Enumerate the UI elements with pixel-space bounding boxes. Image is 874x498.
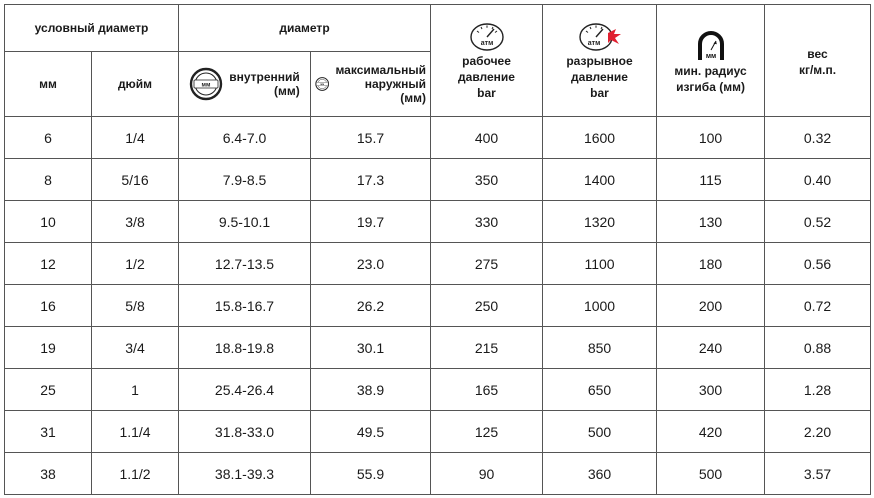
weight-label-2: кг/м.п. [798, 62, 837, 77]
cell-nominal-inch: 1 [92, 369, 179, 411]
working-label-1: рабочее [462, 53, 511, 68]
cell-working-pressure: 250 [431, 285, 543, 327]
table-row [5, 411, 871, 453]
cell-bend-radius: 115 [657, 159, 765, 201]
table-row [5, 117, 871, 159]
burst-gauge-icon [578, 22, 622, 52]
cell-inner-diameter: 15.8-16.7 [179, 285, 311, 327]
cell-working-pressure: 125 [431, 411, 543, 453]
cell-inner-diameter: 18.8-19.8 [179, 327, 311, 369]
cell-nominal-mm: 19 [5, 327, 92, 369]
cell-burst-pressure: 650 [543, 369, 657, 411]
inner-diameter-icon [189, 67, 223, 101]
cell-burst-pressure: 360 [543, 453, 657, 495]
burst-label-3: bar [590, 85, 609, 100]
burst-label-1: разрывное [566, 53, 633, 68]
cell-nominal-inch: 1/2 [92, 243, 179, 285]
cell-bend-radius: 100 [657, 117, 765, 159]
cell-outer-diameter: 15.7 [311, 117, 431, 159]
cell-nominal-inch: 1.1/2 [92, 453, 179, 495]
cell-weight: 0.72 [765, 285, 871, 327]
table-row [5, 369, 871, 411]
header-inch: дюйм [92, 52, 179, 117]
radius-label-1: мин. радиус [674, 63, 747, 78]
header-inner-diameter [179, 52, 311, 117]
cell-nominal-mm: 25 [5, 369, 92, 411]
header-outer-diameter [311, 52, 431, 117]
inner-label-1: внутренний [229, 70, 300, 84]
header-mm: мм [5, 52, 92, 117]
cell-weight: 0.88 [765, 327, 871, 369]
cell-outer-diameter: 38.9 [311, 369, 431, 411]
table-row [5, 453, 871, 495]
cell-outer-diameter: 17.3 [311, 159, 431, 201]
cell-nominal-mm: 38 [5, 453, 92, 495]
working-label-3: bar [477, 85, 496, 100]
cell-nominal-inch: 5/16 [92, 159, 179, 201]
cell-weight: 0.56 [765, 243, 871, 285]
cell-working-pressure: 330 [431, 201, 543, 243]
cell-working-pressure: 400 [431, 117, 543, 159]
cell-outer-diameter: 30.1 [311, 327, 431, 369]
cell-burst-pressure: 1320 [543, 201, 657, 243]
table-row [5, 201, 871, 243]
cell-bend-radius: 500 [657, 453, 765, 495]
cell-inner-diameter: 25.4-26.4 [179, 369, 311, 411]
cell-burst-pressure: 1100 [543, 243, 657, 285]
cell-nominal-inch: 1/4 [92, 117, 179, 159]
cell-inner-diameter: 7.9-8.5 [179, 159, 311, 201]
cell-working-pressure: 165 [431, 369, 543, 411]
header-nominal-diameter: условный диаметр [5, 5, 179, 52]
cell-weight: 3.57 [765, 453, 871, 495]
cell-weight: 1.28 [765, 369, 871, 411]
outer-label-2: наружный [364, 77, 427, 91]
cell-nominal-inch: 3/4 [92, 327, 179, 369]
cell-working-pressure: 215 [431, 327, 543, 369]
cell-bend-radius: 300 [657, 369, 765, 411]
table-body [5, 117, 871, 495]
cell-bend-radius: 180 [657, 243, 765, 285]
burst-label-2: давление [571, 69, 628, 84]
header-bend-radius [657, 5, 765, 117]
inner-label-2: (мм) [274, 84, 300, 98]
cell-nominal-mm: 12 [5, 243, 92, 285]
cell-bend-radius: 130 [657, 201, 765, 243]
cell-outer-diameter: 49.5 [311, 411, 431, 453]
cell-nominal-mm: 10 [5, 201, 92, 243]
svg-text:атм: атм [480, 39, 493, 47]
cell-outer-diameter: 26.2 [311, 285, 431, 327]
cell-outer-diameter: 23.0 [311, 243, 431, 285]
table-row [5, 285, 871, 327]
svg-text:мм: мм [705, 52, 716, 60]
cell-burst-pressure: 500 [543, 411, 657, 453]
cell-bend-radius: 240 [657, 327, 765, 369]
svg-text:мм: мм [201, 82, 211, 89]
cell-nominal-mm: 6 [5, 117, 92, 159]
cell-weight: 0.52 [765, 201, 871, 243]
working-label-2: давление [458, 69, 515, 84]
cell-weight: 0.40 [765, 159, 871, 201]
cell-working-pressure: 350 [431, 159, 543, 201]
cell-inner-diameter: 6.4-7.0 [179, 117, 311, 159]
weight-label-1: вес [807, 46, 828, 61]
svg-text:мм: мм [320, 83, 325, 87]
cell-nominal-inch: 1.1/4 [92, 411, 179, 453]
cell-burst-pressure: 1000 [543, 285, 657, 327]
cell-inner-diameter: 9.5-10.1 [179, 201, 311, 243]
cell-burst-pressure: 1600 [543, 117, 657, 159]
cell-inner-diameter: 12.7-13.5 [179, 243, 311, 285]
cell-inner-diameter: 38.1-39.3 [179, 453, 311, 495]
cell-nominal-mm: 16 [5, 285, 92, 327]
cell-weight: 2.20 [765, 411, 871, 453]
cell-nominal-inch: 3/8 [92, 201, 179, 243]
cell-nominal-mm: 31 [5, 411, 92, 453]
table-row [5, 327, 871, 369]
radius-label-2: изгиба (мм) [676, 79, 745, 94]
table-row [5, 243, 871, 285]
cell-bend-radius: 420 [657, 411, 765, 453]
cell-outer-diameter: 19.7 [311, 201, 431, 243]
hose-spec-table [4, 4, 871, 495]
cell-burst-pressure: 1400 [543, 159, 657, 201]
header-weight [765, 5, 871, 117]
outer-diameter-icon [315, 67, 329, 101]
cell-weight: 0.32 [765, 117, 871, 159]
cell-outer-diameter: 55.9 [311, 453, 431, 495]
header-diameter: диаметр [179, 5, 431, 52]
outer-label-1: максимальный [335, 63, 427, 77]
header-working-pressure [431, 5, 543, 117]
cell-nominal-mm: 8 [5, 159, 92, 201]
outer-label-3: (мм) [400, 91, 427, 105]
cell-working-pressure: 275 [431, 243, 543, 285]
cell-working-pressure: 90 [431, 453, 543, 495]
cell-inner-diameter: 31.8-33.0 [179, 411, 311, 453]
header-burst-pressure [543, 5, 657, 117]
svg-text:атм: атм [587, 39, 600, 47]
bend-radius-icon [694, 28, 728, 62]
pressure-gauge-icon [469, 22, 505, 52]
cell-burst-pressure: 850 [543, 327, 657, 369]
cell-nominal-inch: 5/8 [92, 285, 179, 327]
cell-bend-radius: 200 [657, 285, 765, 327]
table-row [5, 159, 871, 201]
